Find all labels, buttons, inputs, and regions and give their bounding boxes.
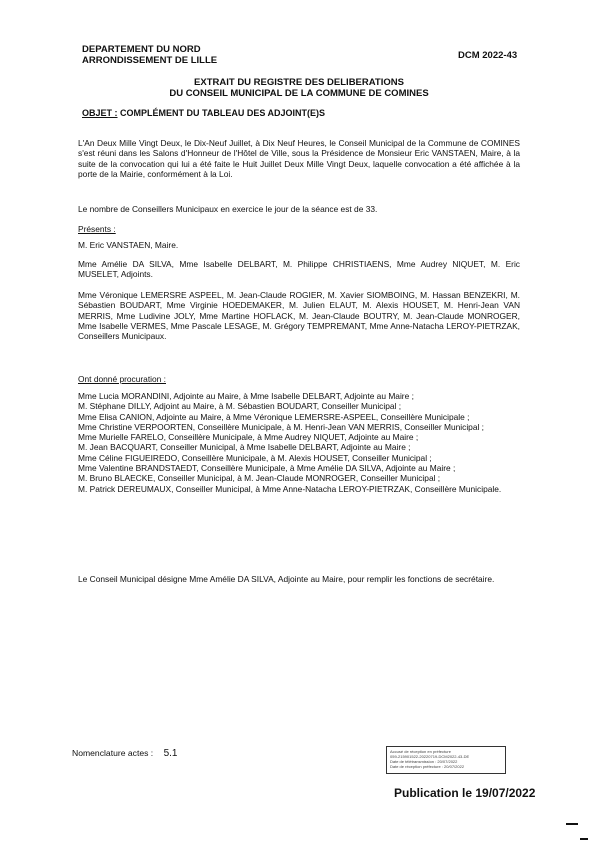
objet-label: OBJET : (82, 108, 118, 118)
procuration-label: Ont donné procuration : (78, 374, 166, 384)
stamp-line: Date de télétransmission : 20/07/2022 (390, 759, 458, 764)
presents-label: Présents : (78, 224, 116, 234)
nomenclature-label: Nomenclature actes : (72, 748, 154, 758)
procuration-item: Mme Valentine BRANDSTAEDT, Conseillère Municipale, à Mme Amélie DA SILVA, Adjointe au Maire ; (78, 463, 456, 474)
title-line-1: EXTRAIT DU REGISTRE DES DELIBERATIONS (194, 77, 404, 88)
intro-paragraph: L'An Deux Mille Vingt Deux, le Dix-Neuf Juillet, à Dix Neuf Heures, le Conseil Municipal de la Commune de COMINES s'est réuni dans les Salons d'Honneur de l'Hôtel de Ville, sous la Présidence de Monsieur Eric VANSTAEN, Maire, à la suite de la convocation qui lui a été faite le Huit Juillet Deux Mille Vingt Deux, laquelle convocation a été affichée à la porte de la Mairie, conformément à la Loi. (78, 138, 520, 179)
procuration-item: Mme Lucia MORANDINI, Adjointe au Maire, à Mme Isabelle DELBART, Adjointe au Maire ; (78, 391, 414, 401)
department-name: DEPARTEMENT DU NORD (82, 44, 201, 55)
presents-maire: M. Eric VANSTAEN, Maire. (78, 240, 179, 250)
scan-mark (566, 823, 578, 825)
procuration-list (78, 391, 520, 494)
procuration-item: M. Patrick DEREUMAUX, Conseiller Municipal, à Mme Anne-Natacha LEROY-PIETRZAK, Conseillère Municipale. (78, 483, 502, 494)
title-line-2: DU CONSEIL MUNICIPAL DE LA COMMUNE DE COMINES (169, 88, 429, 99)
conseillers-count: Le nombre de Conseillers Municipaux en exercice le jour de la séance est de 33. (78, 204, 378, 214)
secretaire-paragraph: Le Conseil Municipal désigne Mme Amélie DA SILVA, Adjointe au Maire, pour remplir les fonctions de secrétaire. (78, 574, 495, 584)
document-title (82, 77, 516, 99)
procuration-item: Mme Christine VERPOORTEN, Conseillère Municipale, à M. Henri-Jean VAN MERRIS, Conseiller Municipal ; (78, 421, 485, 432)
stamp-line: Accusé de réception en préfecture (390, 749, 451, 754)
department-header (82, 44, 217, 66)
procuration-item: M. Jean BACQUART, Conseiller Municipal, à Mme Isabelle DELBART, Adjointe au Maire ; (78, 442, 411, 453)
prefecture-stamp (386, 746, 506, 774)
stamp-line: Date de réception préfecture : 20/07/2022 (390, 764, 465, 769)
publication-date: Publication le 19/07/2022 (394, 786, 536, 800)
deliberation-reference: DCM 2022-43 (458, 50, 518, 61)
procuration-item: Mme Murielle FARELO, Conseillère Municipale, à Mme Audrey NIQUET, Adjointe au Maire ; (78, 432, 419, 443)
procuration-item: M. Stéphane DILLY, Adjoint au Maire, à M. Sébastien BOUDART, Conseiller Municipal ; (78, 401, 402, 412)
nomenclature-line (72, 748, 178, 759)
scan-mark (580, 838, 588, 840)
presents-conseillers: Mme Véronique LEMERSRE ASPEEL, M. Jean-Claude ROGIER, M. Xavier SIOMBOING, M. Hassan BENZEKRI, M. Sébastien BOUDART, Mme Virginie HOEDEMAKER, M. Julien ELAUT, M. Alexis HOUSET, M. Henri-Jean VAN MERRIS, Mme Ludivine JOLY, Mme Martine HOFLACK, M. Jean-Claude BOUTRY, M. Jean-Claude MONROGER, Mme Isabelle VERMES, Mme Pascale LESAGE, M. Grégory TEMPREMANT, Mme Anne-Natacha LEROY-PIETRZAK, Conseillers Municipaux. (78, 290, 520, 342)
objet-line (82, 108, 325, 118)
presents-adjoints: Mme Amélie DA SILVA, Mme Isabelle DELBART, M. Philippe CHRISTIAENS, Mme Audrey NIQUET, M. Eric MUSELET, Adjoints. (78, 259, 520, 280)
stamp-line: 059-215901522-20220719-DCM2022-43-DE (390, 754, 470, 759)
procuration-item: Mme Elisa CANION, Adjointe au Maire, à Mme Véronique LEMERSRE-ASPEEL, Conseillère Municipale ; (78, 411, 470, 422)
arrondissement-name: ARRONDISSEMENT DE LILLE (82, 55, 218, 66)
nomenclature-value: 5.1 (163, 748, 178, 759)
procuration-item: M. Bruno BLAECKE, Conseiller Municipal, à M. Jean-Claude MONROGER, Conseiller Municipal ; (78, 473, 441, 484)
objet-text: COMPLÉMENT DU TABLEAU DES ADJOINT(E)S (117, 108, 326, 118)
procuration-item: Mme Céline FIGUEIREDO, Conseillère Municipale, à M. Alexis HOUSET, Conseiller Municipal ; (78, 452, 432, 463)
